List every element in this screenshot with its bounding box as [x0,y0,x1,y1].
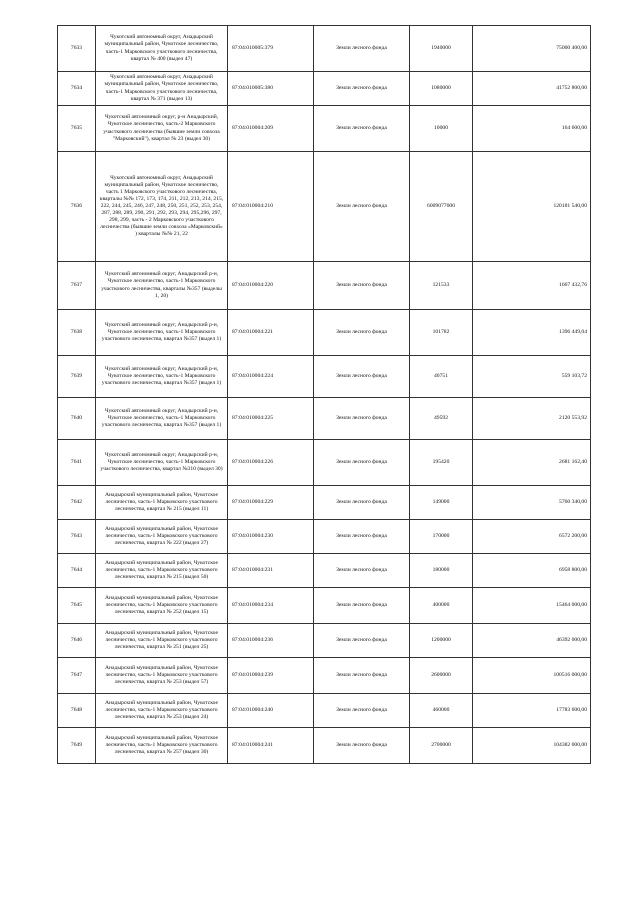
land-category: Земли лесного фонда [314,520,410,554]
land-category: Земли лесного фонда [314,554,410,588]
cadastral-number: 87:04:010004:239 [228,658,314,694]
land-category: Земли лесного фонда [314,356,410,398]
location-description: Анадырский муниципальный район, Чукотское лесничество, часть-1 Марковского участкового лесничества, квартал № 215 (выдел 11) [96,486,228,520]
land-category: Земли лесного фонда [314,152,410,262]
location-description: Чукотский автономный округ, Анадырский муниципальный район, Чукотское лесничество, часть-1 Марковского участкового лесничества, квартал № 400 (выдел 47) [96,26,228,72]
cadastral-value: 559 103,72 [473,356,591,398]
location-description: Чукотский автономный округ, Анадырский р-н, Чукотское лесничество, часть-1 Марковского участкового лесничества, квартал №357 (выдел 1) [96,356,228,398]
location-description: Анадырский муниципальный район, Чукотское лесничество, часть-1 Марковского участкового лесничества, квартал № 257 (выдел 30) [96,728,228,764]
area-value: 101782 [410,310,473,356]
area-value: 121533 [410,262,473,310]
area-value: 180000 [410,554,473,588]
cadastral-number: 87:04:010004:226 [228,440,314,486]
row-number: 7648 [58,694,96,728]
cadastral-number: 87:04:010004:210 [228,152,314,262]
cadastral-value: 2681 162,40 [473,440,591,486]
table-row [58,440,591,486]
area-value: 460000 [410,694,473,728]
cadastral-number: 87:04:010004:209 [228,106,314,152]
area-value: 49592 [410,398,473,440]
row-number: 7637 [58,262,96,310]
cadastral-number: 87:04:010004:234 [228,588,314,624]
row-number: 7636 [58,152,96,262]
cadastral-number: 87:04:010004:240 [228,694,314,728]
cadastral-value: 100516 000,00 [473,658,591,694]
area-value: 400000 [410,588,473,624]
location-description: Чукотский автономный округ, Анадырский р-н, Чукотское лесничество, часть-1 Марковского участкового лесничества, квартал №310 (выдел 30) [96,440,228,486]
area-value: 170000 [410,520,473,554]
land-category: Земли лесного фонда [314,310,410,356]
table-body [58,26,591,764]
cadastral-number: 87:04:010004:220 [228,262,314,310]
cadastral-value: 75000 400,00 [473,26,591,72]
cadastral-value: 41752 800,00 [473,72,591,106]
table-row [58,356,591,398]
cadastral-number: 87:04:010005:379 [228,26,314,72]
cadastral-number: 87:04:010004:241 [228,728,314,764]
table-row [58,398,591,440]
row-number: 7633 [58,26,96,72]
cadastral-number: 87:04:010004:224 [228,356,314,398]
row-number: 7634 [58,72,96,106]
location-description: Анадырский муниципальный район, Чукотское лесничество, часть-1 Марковского участкового лесничества, квартал № 222 (выдел 27) [96,520,228,554]
area-value: 1080000 [410,72,473,106]
row-number: 7641 [58,440,96,486]
land-registry-table [57,25,591,764]
land-category: Земли лесного фонда [314,106,410,152]
table-row [58,486,591,520]
cadastral-number: 87:04:010004:236 [228,624,314,658]
cadastral-value: 1667 432,76 [473,262,591,310]
land-category: Земли лесного фонда [314,728,410,764]
area-value: 1200000 [410,624,473,658]
cadastral-number: 87:04:010004:225 [228,398,314,440]
area-value: 40751 [410,356,473,398]
table-row [58,152,591,262]
land-category: Земли лесного фонда [314,624,410,658]
area-value: 6009077000 [410,152,473,262]
area-value: 2700000 [410,728,473,764]
land-category: Земли лесного фонда [314,588,410,624]
cadastral-number: 87:04:010004:229 [228,486,314,520]
land-category: Земли лесного фонда [314,398,410,440]
cadastral-number: 87:04:010005:380 [228,72,314,106]
location-description: Анадырский муниципальный район, Чукотское лесничество, часть-1 Марковского участкового лесничества, квартал № 252 (выдел 15) [96,588,228,624]
table-row [58,520,591,554]
location-description: Анадырский муниципальный район, Чукотское лесничество, часть-1 Марковского участкового лесничества, квартал № 253 (выдел 24) [96,694,228,728]
cadastral-number: 87:04:010004:231 [228,554,314,588]
cadastral-value: 17783 600,00 [473,694,591,728]
location-description: Чукотский автономный округ, Анадырский муниципальный район, Чукотское лесничество, часть-1 Марковского участкового лесничества, квартал № 371 (выдел 13) [96,72,228,106]
row-number: 7645 [58,588,96,624]
table-row [58,26,591,72]
row-number: 7643 [58,520,96,554]
cadastral-number: 87:04:010004:221 [228,310,314,356]
location-description: Анадырский муниципальный район, Чукотское лесничество, часть-1 Марковского участкового лесничества, квартал № 251 (выдел 25) [96,624,228,658]
table-row [58,694,591,728]
table-row [58,72,591,106]
table-row [58,106,591,152]
row-number: 7647 [58,658,96,694]
location-description: Чукотский автономный округ, Анадырский муниципальный район, Чукотское лесничество, часть 1 Марковского участкового лесничества, кварталы №№ 172, 173, 174, 211, 212, 213, 214, 215, 222, 244, 245, 246, 247, 248, 250, 251, 252, 253, 254, 287, 288, 289, 290, 291, 292, 293, 294, 295,296, 297, 298, 299, часть - 2 Марковского участкового лесничества (бывшие земли совхоза «Марковский» ) кварталы №№ 21, 22 [96,152,228,262]
cadastral-value: 15464 000,00 [473,588,591,624]
row-number: 7644 [58,554,96,588]
cadastral-value: 120181 540,00 [473,152,591,262]
cadastral-value: 104382 000,00 [473,728,591,764]
table-row [58,624,591,658]
row-number: 7646 [58,624,96,658]
cadastral-value: 2120 553,92 [473,398,591,440]
land-category: Земли лесного фонда [314,26,410,72]
land-category: Земли лесного фонда [314,440,410,486]
row-number: 7642 [58,486,96,520]
table-row [58,554,591,588]
cadastral-value: 6958 800,00 [473,554,591,588]
location-description: Анадырский муниципальный район, Чукотское лесничество, часть-1 Марковского участкового лесничества, квартал № 253 (выдел 57) [96,658,228,694]
land-category: Земли лесного фонда [314,694,410,728]
row-number: 7638 [58,310,96,356]
table-row [58,588,591,624]
area-value: 10000 [410,106,473,152]
cadastral-value: 6572 200,00 [473,520,591,554]
area-value: 2600000 [410,658,473,694]
location-description: Анадырский муниципальный район, Чукотское лесничество, часть-1 Марковского участкового лесничества, квартал № 215 (выдел 50) [96,554,228,588]
table-row [58,310,591,356]
row-number: 7649 [58,728,96,764]
location-description: Чукотский автономный округ, р-н Анадырский, Чукотское лесничество, часть-2 Марковского участкового лесничества (бывшие земли совхоза "Марковский"), квартал № 23 (выдел 30) [96,106,228,152]
land-category: Земли лесного фонда [314,486,410,520]
cadastral-value: 164 600,00 [473,106,591,152]
row-number: 7640 [58,398,96,440]
document-page [57,25,590,764]
row-number: 7639 [58,356,96,398]
table-row [58,728,591,764]
table-row [58,262,591,310]
area-value: 149000 [410,486,473,520]
land-category: Земли лесного фонда [314,72,410,106]
land-category: Земли лесного фонда [314,262,410,310]
area-value: 195420 [410,440,473,486]
cadastral-value: 5760 340,00 [473,486,591,520]
land-category: Земли лесного фонда [314,658,410,694]
location-description: Чукотский автономный округ, Анадырский р-н, Чукотское лесничество, часть-1 Марковского участкового лесничества, квартал №357 (выдел 1) [96,398,228,440]
location-description: Чукотский автономный округ, Анадырский р-н, Чукотское лесничество, часть-1 Марковского участкового лесничества, квартал №357 (выдел 1) [96,310,228,356]
cadastral-number: 87:04:010004:230 [228,520,314,554]
row-number: 7635 [58,106,96,152]
cadastral-value: 46392 000,00 [473,624,591,658]
location-description: Чукотский автономный округ, Анадырский р-н, Чукотское лесничество, часть-1 Марковского участкового лесничества, кварталы №357 (выделы 1, 20) [96,262,228,310]
area-value: 1940000 [410,26,473,72]
cadastral-value: 1396 449,04 [473,310,591,356]
table-row [58,658,591,694]
